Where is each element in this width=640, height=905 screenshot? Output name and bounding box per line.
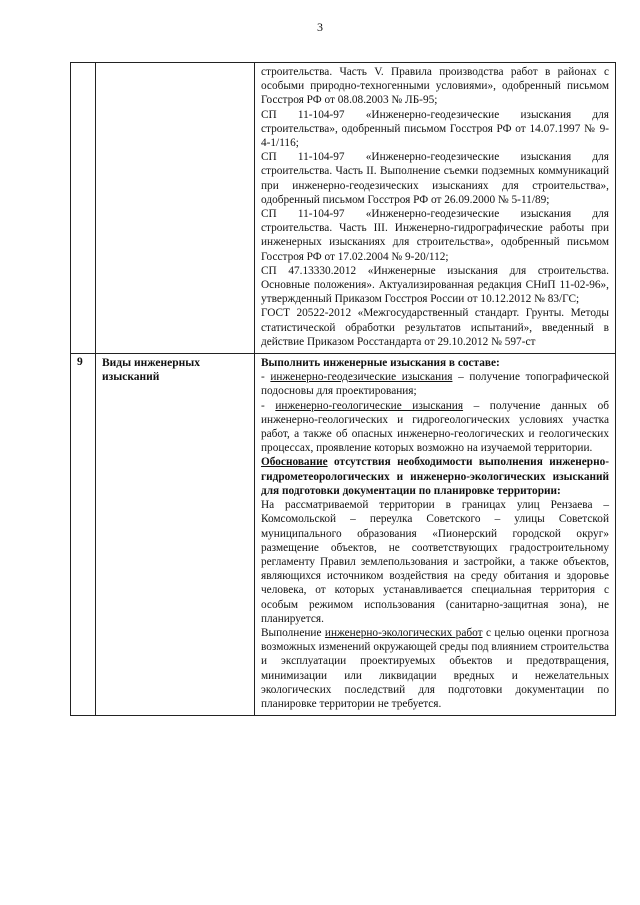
ecology-works: инженерно-экологических работ [324,626,483,639]
ecology-paragraph [261,626,609,711]
paragraph-rest: с целью оценки прогноза возможных изменений окружающей среды под влиянием строительства и эксплуатации проектируемых объектов и предотвращения, минимизации или ликвидации вредных и нежелательных экологических последствий для подготовки документации по планировке территории не требуется. [261,626,609,710]
item-dash: - [261,371,271,384]
item-dash: - [261,399,276,412]
survey-type-geological: инженерно-геологические изыскания [275,399,464,412]
territory-paragraph: На рассматриваемой территории в границах улиц Рензаева – Комсомольской – переулка Советского – улицы Советской муниципального образования «Пионерский городской округ» размещение объектов, не соответствующих градостроительному регламенту Правил землепользования и застройки, а также объектов, являющихся источником воздействия на среду обитания и здоровье человека, от которых устанавливается специальная территория с особым режимом использования (санитарно-защитная зона), не планируется. [261,499,609,625]
norm-reference: СП 11-104-97 «Инженерно-геодезические изыскания для строительства. Часть III. Инженерно-гидрографические работы при инженерных изысканиях для строительства», одобренный письмом Госстроя РФ от 17.02.2004 № 9-20/112; [261,208,609,263]
survey-item-geological [261,399,609,456]
norm-reference: СП 11-104-97 «Инженерно-геодезические изыскания для строительства», одобренный письмом Госстроя РФ от 14.07.1997 № 9-4-1/116; [261,108,609,150]
survey-item-geodetic [261,370,609,398]
row-number-cell [71,354,96,716]
row-number: 9 [77,356,83,369]
row-content-cell [255,354,616,716]
surveys-heading: Выполнить инженерные изыскания в составе: [261,357,500,370]
justification-heading [261,455,609,498]
row-content-cell [255,63,616,354]
row-label-cell [96,63,255,354]
requirements-table [70,62,616,716]
justification-text: отсутствия необходимости выполнения инженерно-гидрометеорологических и инженерно-экологических изысканий для подготовки документации по планировке территории: [261,456,609,497]
table-row [71,354,616,716]
norm-reference: ГОСТ 20522-2012 «Межгосударственный стандарт. Грунты. Методы статистической обработки результатов испытаний», введенный в действие Приказом Росстандарта от 29.10.2012 № 597-ст [261,307,609,348]
norm-reference: СП 47.13330.2012 «Инженерные изыскания для строительства. Основные положения». Актуализированная редакция СНиП 11-02-96», утвержденный Приказом Госстроя России от 10.12.2012 № 83/ГС; [261,264,609,306]
norm-reference: СП 11-104-97 «Инженерно-геодезические изыскания для строительства. Часть II. Выполнение съемки подземных коммуникаций при инженерно-геодезических изысканиях для строительства», одобренный письмом Госстроя РФ от 26.09.2000 № 5-11/89; [261,151,609,206]
row-label: Виды инженерных изысканий [102,357,200,384]
survey-description: – получение топографической подосновы для проектирования; [261,371,609,398]
survey-description: – получение данных об инженерно-геологических и гидрогеологических условиях участка работ, а также об опасных инженерно-геологических и геологических процессах, проявление которых возможно на изучаемой территории. [261,399,609,455]
paragraph-prefix: Выполнение [261,626,325,639]
norm-reference: строительства. Часть V. Правила производства работ в районах с особыми природно-техногенными условиями», одобренный письмом Госстроя РФ от 08.08.2003 № ЛБ-95; [261,66,609,107]
survey-type-geodetic: инженерно-геодезические изыскания [270,371,453,384]
row-number-cell [71,63,96,354]
row-label-cell [96,354,255,716]
page-number: 3 [317,20,323,34]
justification-word: Обоснование [261,456,328,469]
table-row [71,63,616,354]
